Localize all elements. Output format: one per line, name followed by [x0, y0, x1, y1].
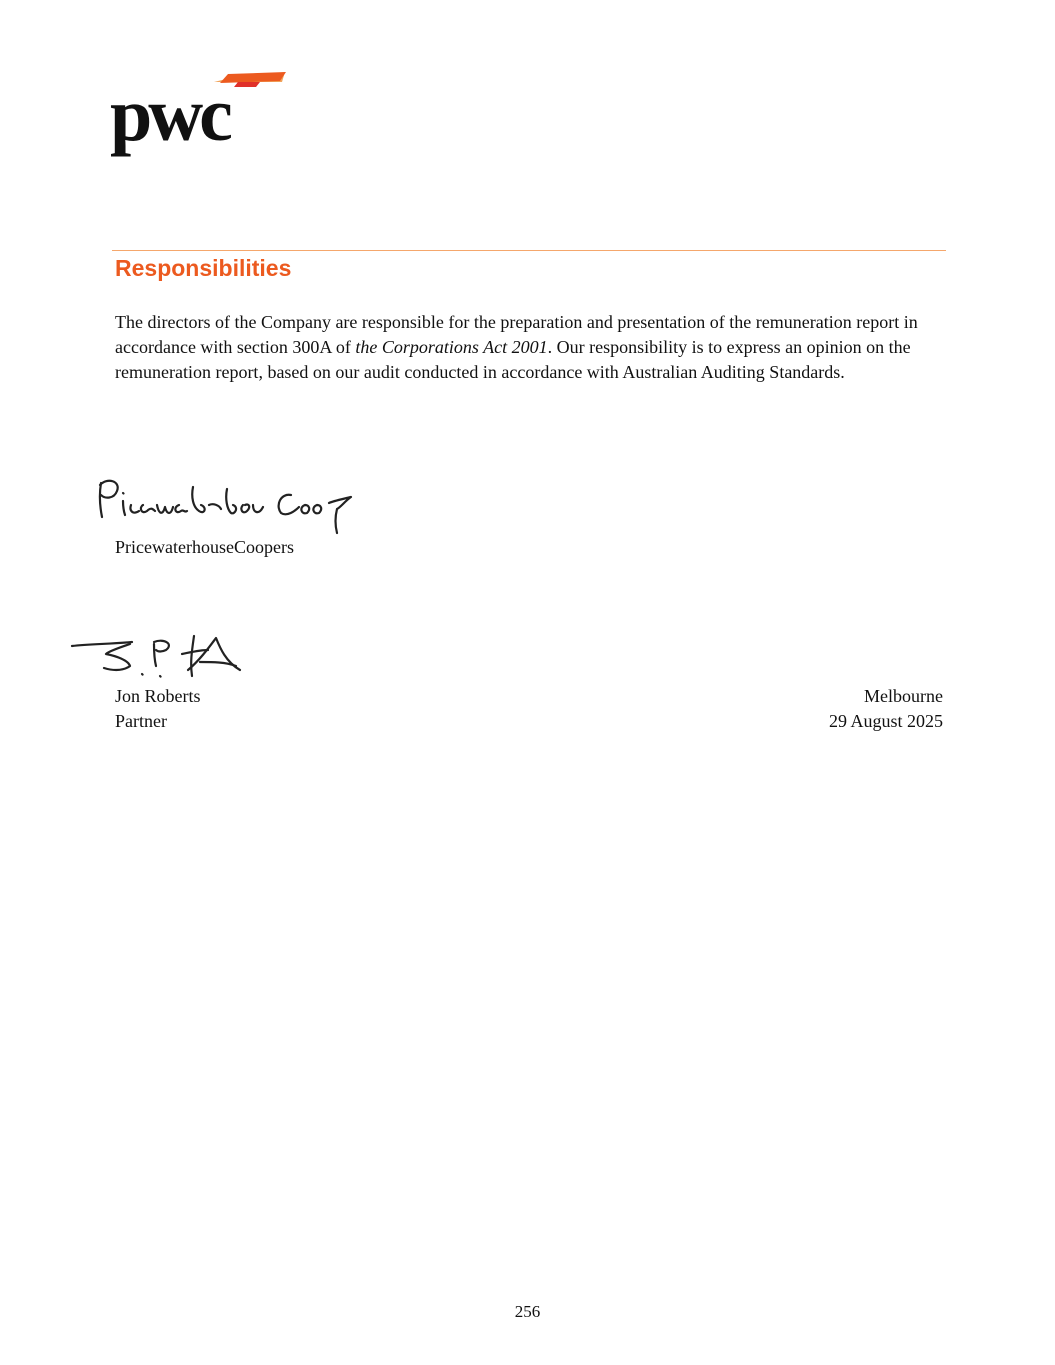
partner-name: Jon Roberts: [115, 686, 201, 706]
firm-name: PricewaterhouseCoopers: [115, 537, 294, 557]
partner-signature-icon: [70, 632, 246, 682]
place-and-date: [829, 684, 943, 734]
city: Melbourne: [864, 686, 943, 706]
act-name: the Corporations Act 2001: [355, 337, 548, 358]
logo-wordmark: pwc: [110, 73, 229, 157]
paragraph-text-start: The directors of the Company are responsible for the preparation and presentation of the remuneration report in accordance with section 300A of: [115, 312, 918, 358]
responsibilities-paragraph: [115, 310, 947, 386]
partner-details: [115, 684, 201, 734]
section-divider: [112, 250, 946, 251]
firm-signature-icon: [95, 475, 357, 537]
signing-date: 29 August 2025: [828, 711, 943, 731]
partner-title: Partner: [115, 711, 167, 731]
section-heading: Responsibilities: [115, 255, 292, 281]
paragraph-text-end: . Our responsibility is to express an opinion on the remuneration report, based on our audit conducted in accordance with Australian Auditing Standards.: [115, 337, 911, 383]
page-number: 256: [514, 1302, 541, 1321]
logo-accent-bar-red: [234, 82, 260, 87]
pwc-logo: [110, 70, 290, 162]
